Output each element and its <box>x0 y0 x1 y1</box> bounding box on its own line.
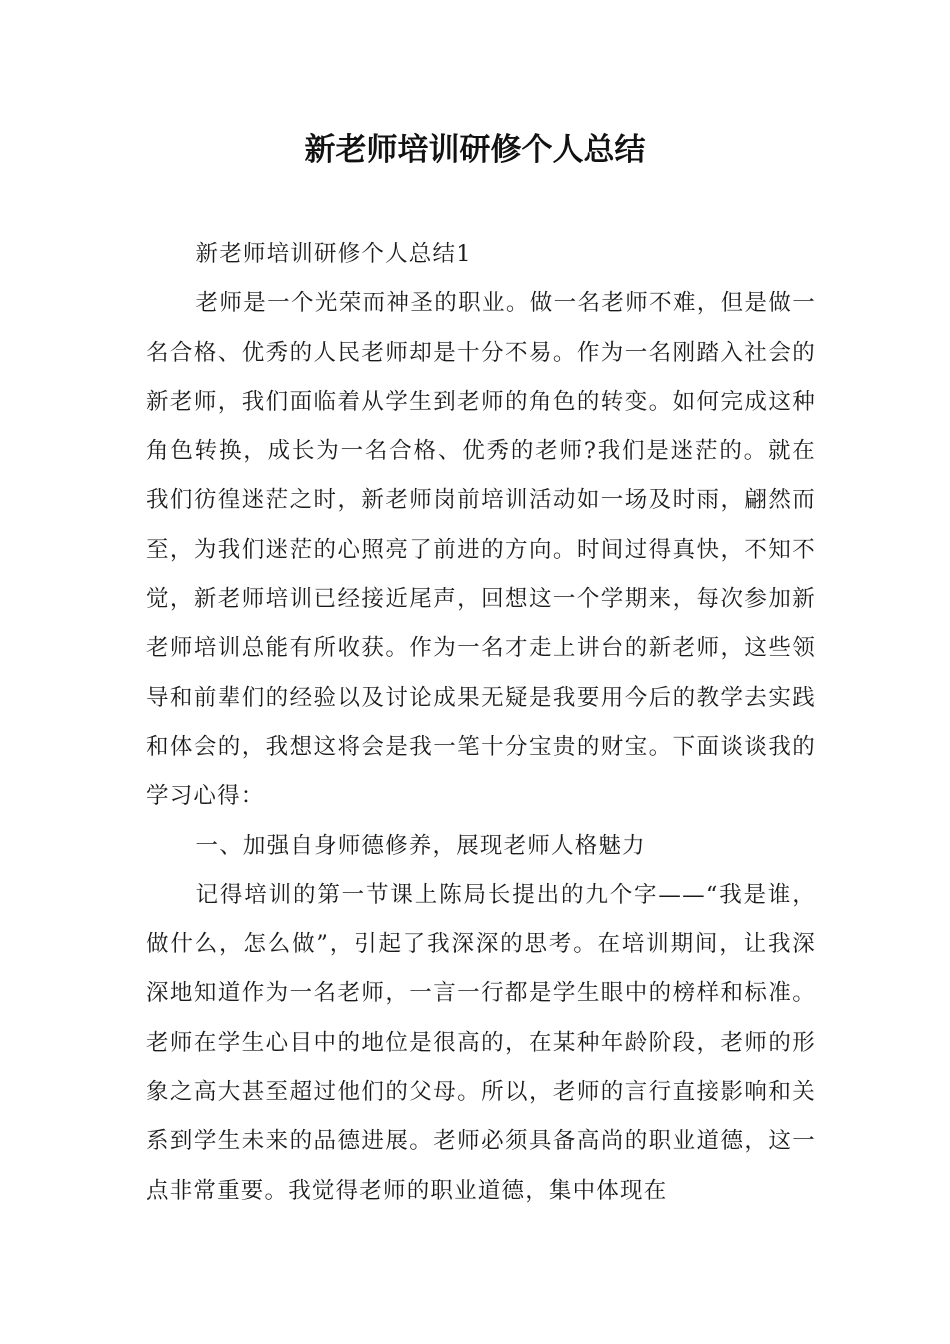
paragraph-body: 记得培训的第一节课上陈局长提出的九个字——“我是谁，做什么，怎么做”，引起了我深深的思考。在培训期间，让我深深地知道作为一名老师，一言一行都是学生眼中的榜样和标准。老师在学生心目中的地位是很高的，在某种年龄阶段，老师的形象之高大甚至超过他们的父母。所以，老师的言行直接影响和关系到学生未来的品德进展。老师必须具备高尚的职业道德，这一点非常重要。我觉得老师的职业道德，集中体现在 <box>146 881 816 1204</box>
section-heading: 新老师培训研修个人总结1 <box>195 241 472 267</box>
paragraph-intro: 老师是一个光荣而神圣的职业。做一名老师不难，但是做一名合格、优秀的人民老师却是十分不易。作为一名刚踏入社会的新老师，我们面临着从学生到老师的角色的转变。如何完成这种角色转换，成长为一名合格、优秀的老师?我们是迷茫的。就在我们彷徨迷茫之时，新老师岗前培训活动如一场及时雨，翩然而至，为我们迷茫的心照亮了前进的方向。时间过得真快，不知不觉，新老师培训已经接近尾声，回想这一个学期来，每次参加新老师培训总能有所收获。作为一名才走上讲台的新老师，这些领导和前辈们的经验以及讨论成果无疑是我要用今后的教学去实践和体会的，我想这将会是我一笔十分宝贵的财宝。下面谈谈我的学习心得： <box>146 290 816 810</box>
document-title: 新老师培训研修个人总结 <box>304 132 646 168</box>
section-subheading: 一、加强自身师德修养，展现老师人格魅力 <box>195 832 646 859</box>
document-body <box>146 230 816 1216</box>
